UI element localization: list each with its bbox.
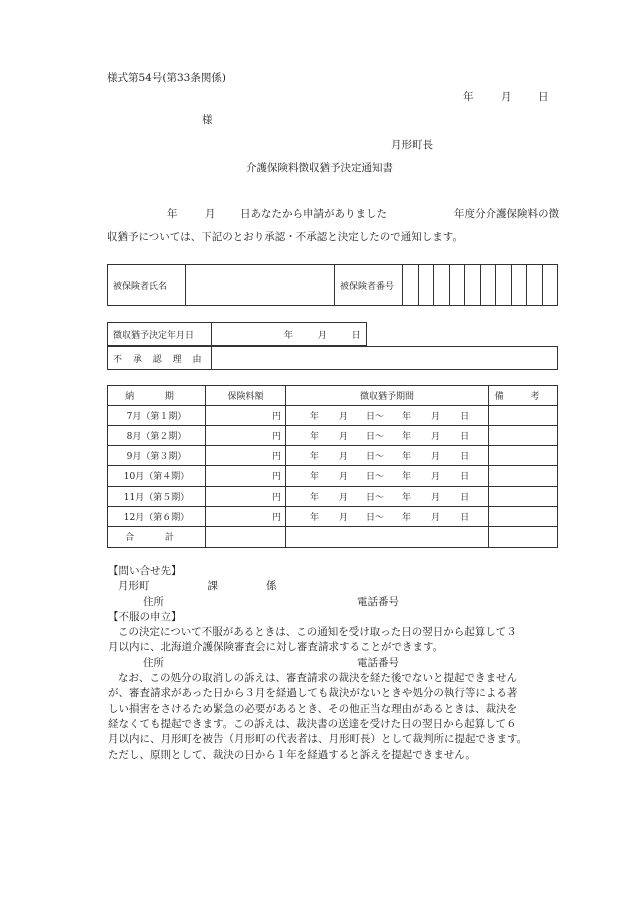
to-year: 年 — [402, 472, 412, 483]
header-period: 納 期 — [108, 386, 206, 406]
row-period: 9月（第３期） — [108, 446, 206, 466]
total-remarks[interactable] — [489, 526, 558, 547]
to-day: 日 — [460, 472, 470, 483]
row-period: 7月（第１期） — [108, 406, 206, 426]
to-day: 日 — [460, 492, 470, 503]
intro-fiscal-text: 年度分介護保険料の徴 — [454, 208, 559, 220]
row-remarks[interactable] — [489, 406, 558, 426]
insured-table — [107, 264, 558, 306]
row-period: 10月（第４期） — [108, 466, 206, 486]
insured-name-label: 被保険者氏名 — [108, 265, 186, 306]
reason-cell[interactable] — [212, 347, 558, 370]
from-year: 年 — [310, 412, 320, 423]
to-month: 月 — [431, 472, 441, 483]
row-period: 8月（第２期） — [108, 426, 206, 446]
row-grace-period[interactable] — [286, 406, 489, 426]
insured-number-digit[interactable] — [527, 265, 543, 306]
contact-address: 住所 — [143, 595, 164, 608]
to-day: 日 — [460, 412, 470, 423]
row-remarks[interactable] — [489, 426, 558, 446]
insured-number-digit[interactable] — [418, 265, 434, 306]
insured-number-digit[interactable] — [449, 265, 465, 306]
from-year: 年 — [310, 492, 320, 503]
appeal-phone: 電話番号 — [357, 656, 399, 669]
form-number: 様式第54号(第33条関係) — [107, 72, 226, 84]
reason-label: 不 承 認 理 由 — [108, 347, 212, 370]
contact-town: 月形町 — [118, 580, 150, 593]
row-amount-yen[interactable]: 円 — [206, 486, 286, 506]
from-year: 年 — [310, 452, 320, 463]
row-grace-period[interactable] — [286, 426, 489, 446]
table-row — [108, 406, 558, 426]
row-amount-yen[interactable]: 円 — [206, 506, 286, 526]
to-month: 月 — [431, 432, 441, 443]
intro-month: 月 — [205, 208, 216, 220]
from-day: 日～ — [366, 472, 385, 483]
row-amount-yen[interactable]: 円 — [206, 466, 286, 486]
to-day: 日 — [460, 432, 470, 443]
insured-name-cell[interactable] — [186, 265, 335, 306]
intro-day-text: 日あなたから申請がありました — [240, 208, 387, 220]
row-amount-yen[interactable]: 円 — [206, 406, 286, 426]
header-grace: 徴収猶予期間 — [286, 386, 489, 406]
insured-number-digit[interactable] — [480, 265, 496, 306]
contact-address-line — [108, 595, 583, 610]
document-title: 介護保険料徴収猶予決定通知書 — [246, 162, 393, 174]
to-month: 月 — [431, 452, 441, 463]
appeal-text2: 月以内に、北海道介護保険審査会に対し審査請求することができます。 — [108, 641, 444, 654]
row-remarks[interactable] — [489, 506, 558, 526]
table-row — [108, 506, 558, 526]
date-day: 日 — [538, 91, 549, 103]
appeal-p2: が、審査請求があった日から３月を経過しても裁決がないときや処分の執行等による著 — [108, 687, 518, 700]
appeal-p3: しい損害をさけるため緊急の必要があるとき、その他正当な理由があるときは、裁決を — [108, 702, 518, 715]
from-year: 年 — [310, 512, 320, 523]
table-row — [108, 486, 558, 506]
decision-date-label: 徴収猶予決定年月日 — [108, 323, 212, 346]
row-remarks[interactable] — [489, 466, 558, 486]
row-grace-period[interactable] — [286, 506, 489, 526]
from-month: 月 — [339, 472, 349, 483]
insured-number-digit[interactable] — [496, 265, 512, 306]
row-amount-yen[interactable]: 円 — [206, 426, 286, 446]
insured-number-digit[interactable] — [434, 265, 450, 306]
contact-staff: 係 — [266, 580, 277, 593]
to-year: 年 — [402, 512, 412, 523]
header-amount: 保険料額 — [206, 386, 286, 406]
total-amount[interactable] — [206, 526, 286, 547]
total-grace[interactable] — [286, 526, 489, 547]
appeal-heading: 【不服の申立】 — [108, 610, 182, 623]
row-remarks[interactable] — [489, 486, 558, 506]
contact-phone: 電話番号 — [357, 595, 399, 608]
decision-month: 月 — [317, 330, 327, 341]
decision-date-cell[interactable] — [212, 323, 367, 346]
row-period: 11月（第５期） — [108, 486, 206, 506]
date-month: 月 — [501, 91, 512, 103]
to-year: 年 — [402, 412, 412, 423]
table-row — [108, 426, 558, 446]
decision-day: 日 — [351, 330, 361, 341]
from-month: 月 — [339, 412, 349, 423]
to-day: 日 — [460, 512, 470, 523]
table-row-total — [108, 526, 558, 547]
to-month: 月 — [431, 512, 441, 523]
appeal-address: 住所 — [143, 656, 164, 669]
header-remarks: 備 考 — [489, 386, 558, 406]
decision-year: 年 — [284, 330, 294, 341]
contact-section: 課 — [207, 580, 218, 593]
appeal-p5: 月以内に、月形町を被告（月形町の代表者は、月形町長）として裁判所に提起できます。 — [108, 733, 528, 746]
from-day: 日～ — [366, 452, 385, 463]
to-year: 年 — [402, 452, 412, 463]
total-label: 合 計 — [108, 526, 206, 547]
insured-number-digit[interactable] — [542, 265, 558, 306]
intro-year: 年 — [167, 208, 178, 220]
from-day: 日～ — [366, 512, 385, 523]
insured-number-digit[interactable] — [403, 265, 419, 306]
schedule-table — [107, 385, 558, 548]
insured-number-digit[interactable] — [511, 265, 527, 306]
date-year: 年 — [463, 91, 474, 103]
to-day: 日 — [460, 452, 470, 463]
notice-section — [108, 564, 583, 763]
appeal-text1: この決定について不服があるときは、この通知を受け取った日の翌日から起算して３ — [118, 626, 517, 639]
row-period: 12月（第６期） — [108, 506, 206, 526]
from-year: 年 — [310, 432, 320, 443]
to-year: 年 — [402, 492, 412, 503]
from-year: 年 — [310, 472, 320, 483]
row-remarks[interactable] — [489, 446, 558, 466]
issuer: 月形町長 — [391, 139, 433, 151]
appeal-p1: なお、この処分の取消しの訴えは、審査請求の裁決を経た後でないと提起できません — [118, 672, 517, 685]
row-grace-period[interactable] — [286, 446, 489, 466]
addressee-suffix: 様 — [202, 114, 213, 126]
table-row — [108, 446, 558, 466]
row-grace-period[interactable] — [286, 466, 489, 486]
appeal-address-line — [108, 656, 583, 671]
from-day: 日～ — [366, 412, 385, 423]
from-day: 日～ — [366, 492, 385, 503]
insured-number-digit[interactable] — [465, 265, 481, 306]
to-month: 月 — [431, 492, 441, 503]
contact-heading: 【問い合せ先】 — [108, 565, 182, 577]
from-day: 日～ — [366, 432, 385, 443]
decision-date-table — [107, 322, 367, 346]
from-month: 月 — [339, 452, 349, 463]
insured-number-label: 被保険者番号 — [335, 265, 403, 306]
to-month: 月 — [431, 412, 441, 423]
table-row — [108, 466, 558, 486]
reason-table — [107, 346, 558, 370]
from-month: 月 — [339, 492, 349, 503]
from-month: 月 — [339, 512, 349, 523]
to-year: 年 — [402, 432, 412, 443]
appeal-p4: 経なくても提起できます。この訴えは、裁決書の送達を受けた日の翌日から起算して６ — [108, 717, 517, 730]
row-amount-yen[interactable]: 円 — [206, 446, 286, 466]
contact-line — [108, 579, 583, 594]
from-month: 月 — [339, 432, 349, 443]
intro-line2: 収猶予については、下記のとおり承認・不承認と決定したので通知します。 — [107, 231, 463, 243]
row-grace-period[interactable] — [286, 486, 489, 506]
appeal-p6: ただし、原則として、裁決の日から１年を経過すると訴えを提起できません。 — [108, 748, 476, 761]
